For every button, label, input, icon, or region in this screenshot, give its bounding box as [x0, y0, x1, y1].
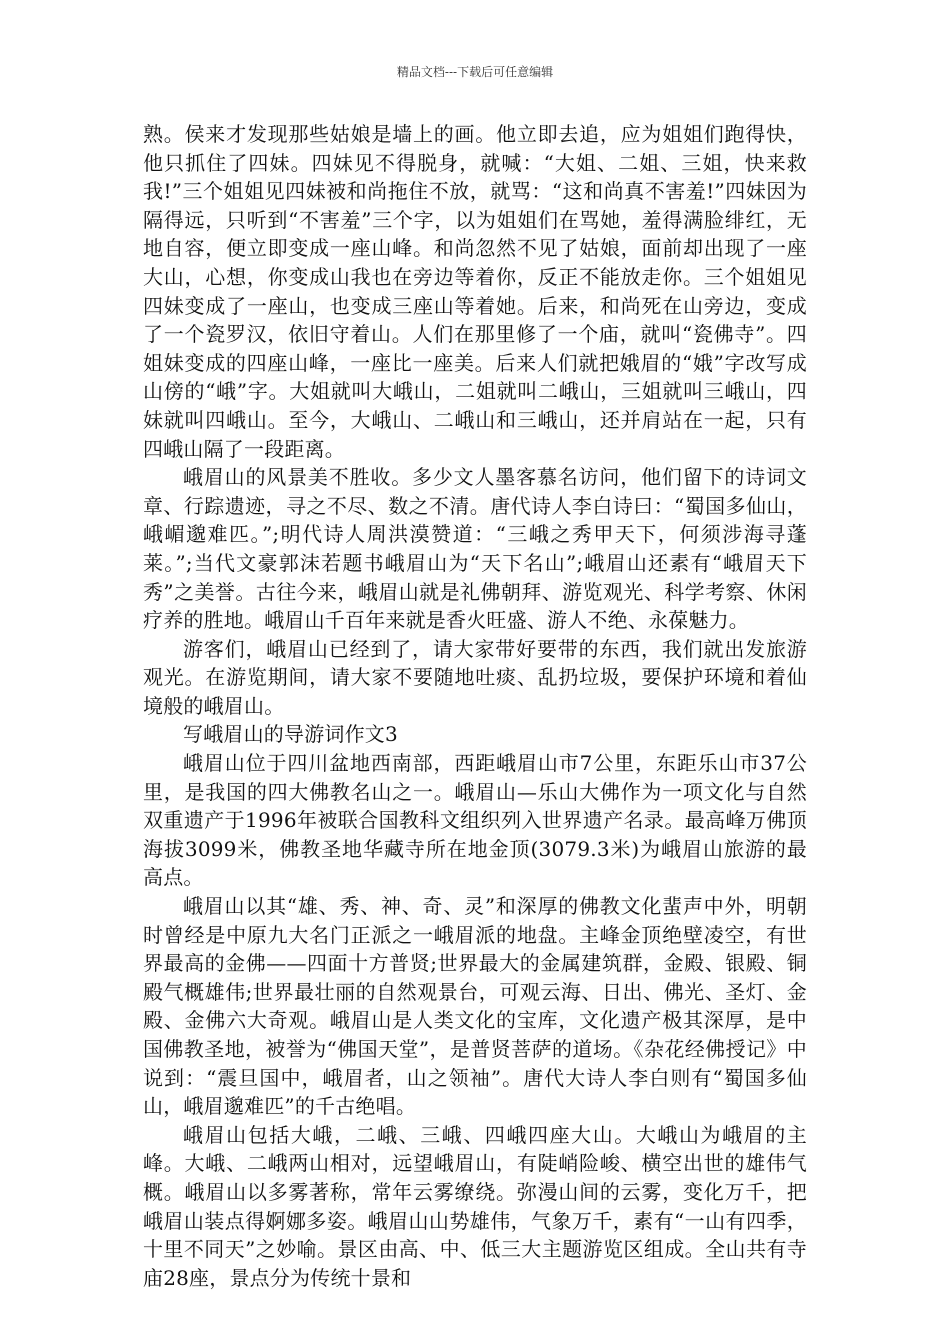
paragraph-3: 游客们，峨眉山已经到了，请大家带好要带的东西，我们就出发旅游观光。在游览期间，请大家不要随地吐痰、乱扔垃圾，要保护环境和着仙境般的峨眉山。 [143, 636, 807, 718]
paragraph-5: 峨眉山以其“雄、秀、神、奇、灵”和深厚的佛教文化蜚声中外，明朝时曾经是中原九大名门正派之一峨眉派的地盘。主峰金顶绝壁凌空，有世界最高的金佛——四面十方普贤;世界最大的金属建筑群，金殿、银殿、铜殿气概雄伟;世界最壮丽的自然观景台，可观云海、日出、佛光、圣灯、金殿、金佛六大奇观。峨眉山是人类文化的宝库，文化遗产极其深厚，是中国佛教圣地，被誉为“佛国天堂”，是普贤菩萨的道场。《杂花经佛授记》中说到：“震旦国中，峨眉者，山之领袖”。唐代大诗人李白则有“蜀国多仙山，峨眉邈难匹”的千古绝唱。 [143, 894, 807, 1119]
paragraph-2: 峨眉山的风景美不胜收。多少文人墨客慕名访问，他们留下的诗词文章、行踪遗迹，寻之不尽、数之不清。唐代诗人李白诗曰：“蜀国多仙山，峨嵋邈难匹。”;明代诗人周洪漠赞道：“三峨之秀甲天下，何须涉海寻蓬莱。”;当代文豪郭沫若题书峨眉山为“天下名山”;峨眉山还素有“峨眉天下秀”之美誉。古往今来，峨眉山就是礼佛朝拜、游览观光、科学考察、休闲疗养的胜地。峨眉山千百年来就是香火旺盛、游人不绝、永葆魅力。 [143, 465, 807, 633]
section-heading: 写峨眉山的导游词作文3 [183, 722, 398, 747]
paragraph-1: 熟。侯来才发现那些姑娘是墙上的画。他立即去追，应为姐姐们跑得快，他只抓住了四妹。四妹见不得脱身，就喊：“大姐、二姐、三姐，快来救我!”三个姐姐见四妹被和尚拖住不放，就骂：“这和尚真不害羞!”四妹因为隔得远，只听到“不害羞”三个字，以为姐姐们在骂她，羞得满脸绯红，无地自容，便立即变成一座山峰。和尚忽然不见了姑娘，面前却出现了一座大山，心想，你变成山我也在旁边等着你，反正不能放走你。三个姐姐见四妹变成了一座山，也变成三座山等着她。后来，和尚死在山旁边，变成了一个瓷罗汉，依旧守着山。人们在那里修了一个庙，就叫“瓷佛寺”。四姐妹变成的四座山峰，一座比一座美。后来人们就把娥眉的“娥”字改写成山傍的“峨”字。大姐就叫大峨山，二姐就叫二峨山，三姐就叫三峨山，四妹就叫四峨山。至今，大峨山、二峨山和三峨山，还并肩站在一起，只有四峨山隔了一段距离。 [143, 122, 807, 461]
paragraph-4: 峨眉山位于四川盆地西南部，西距峨眉山市7公里，东距乐山市37公里，是我国的四大佛教名山之一。峨眉山—乐山大佛作为一项文化与自然双重遗产于1996年被联合国教科文组织列入世界遗产名录。最高峰万佛顶海拔3099米，佛教圣地华藏寺所在地金顶(3079.3米)为峨眉山旅游的最高点。 [143, 751, 807, 890]
page-header: 精品文档---下载后可任意编辑 [396, 65, 554, 79]
paragraph-6: 峨眉山包括大峨，二峨、三峨、四峨四座大山。大峨山为峨眉的主峰。大峨、二峨两山相对，远望峨眉山，有陡峭险峻、横空出世的雄伟气概。峨眉山以多雾著称，常年云雾缭绕。弥漫山间的云雾，变化万千，把峨眉山装点得婀娜多姿。峨眉山山势雄伟，气象万千，素有“一山有四季，十里不同天”之妙喻。景区由高、中、低三大主题游览区组成。全山共有寺庙28座，景点分为传统十景和 [143, 1122, 807, 1290]
document-body [143, 120, 807, 1292]
